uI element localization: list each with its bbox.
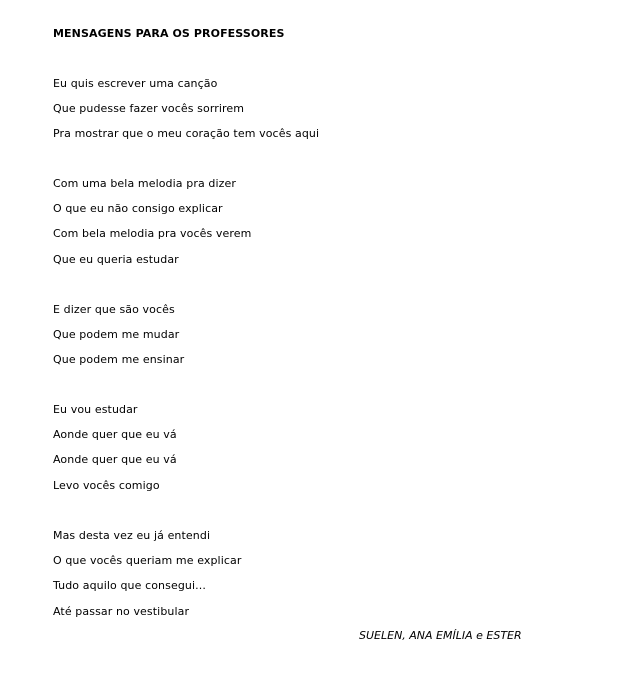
stanza-5 bbox=[53, 529, 241, 630]
poem-line: Até passar no vestibular bbox=[53, 604, 190, 618]
poem-line: Com uma bela melodia pra dizer bbox=[53, 177, 236, 190]
poem-line: Que pudesse fazer vocês sorrirem bbox=[53, 102, 245, 116]
poem-line: Que podem me mudar bbox=[53, 328, 180, 342]
poem-line: O que vocês queriam me explicar bbox=[53, 554, 242, 568]
poem-line: Pra mostrar que o meu coração tem vocês aqui bbox=[53, 127, 320, 141]
poem-line: Que podem me ensinar bbox=[53, 353, 185, 367]
poem-line: Aonde quer que eu vá bbox=[53, 453, 177, 467]
document-title: MENSAGENS PARA OS PROFESSORES bbox=[53, 27, 285, 40]
poem-line: Eu vou estudar bbox=[53, 403, 138, 416]
stanza-2 bbox=[53, 177, 251, 278]
poem-line: Levo vocês comigo bbox=[53, 478, 160, 492]
signature: SUELEN, ANA EMÍLIA e ESTER bbox=[359, 629, 522, 642]
poem-line: Eu quis escrever uma canção bbox=[53, 77, 218, 90]
poem-line: Com bela melodia pra vocês verem bbox=[53, 227, 252, 241]
poem-line: E dizer que são vocês bbox=[53, 303, 175, 316]
poem-line: Aonde quer que eu vá bbox=[53, 428, 177, 442]
stanza-3 bbox=[53, 303, 184, 379]
poem-line: Que eu queria estudar bbox=[53, 252, 179, 266]
poem-line: Mas desta vez eu já entendi bbox=[53, 529, 211, 542]
stanza-1 bbox=[53, 77, 319, 153]
poem-line: Tudo aquilo que consegui... bbox=[53, 579, 206, 593]
stanza-4 bbox=[53, 403, 177, 504]
poem-line: O que eu não consigo explicar bbox=[53, 202, 223, 216]
